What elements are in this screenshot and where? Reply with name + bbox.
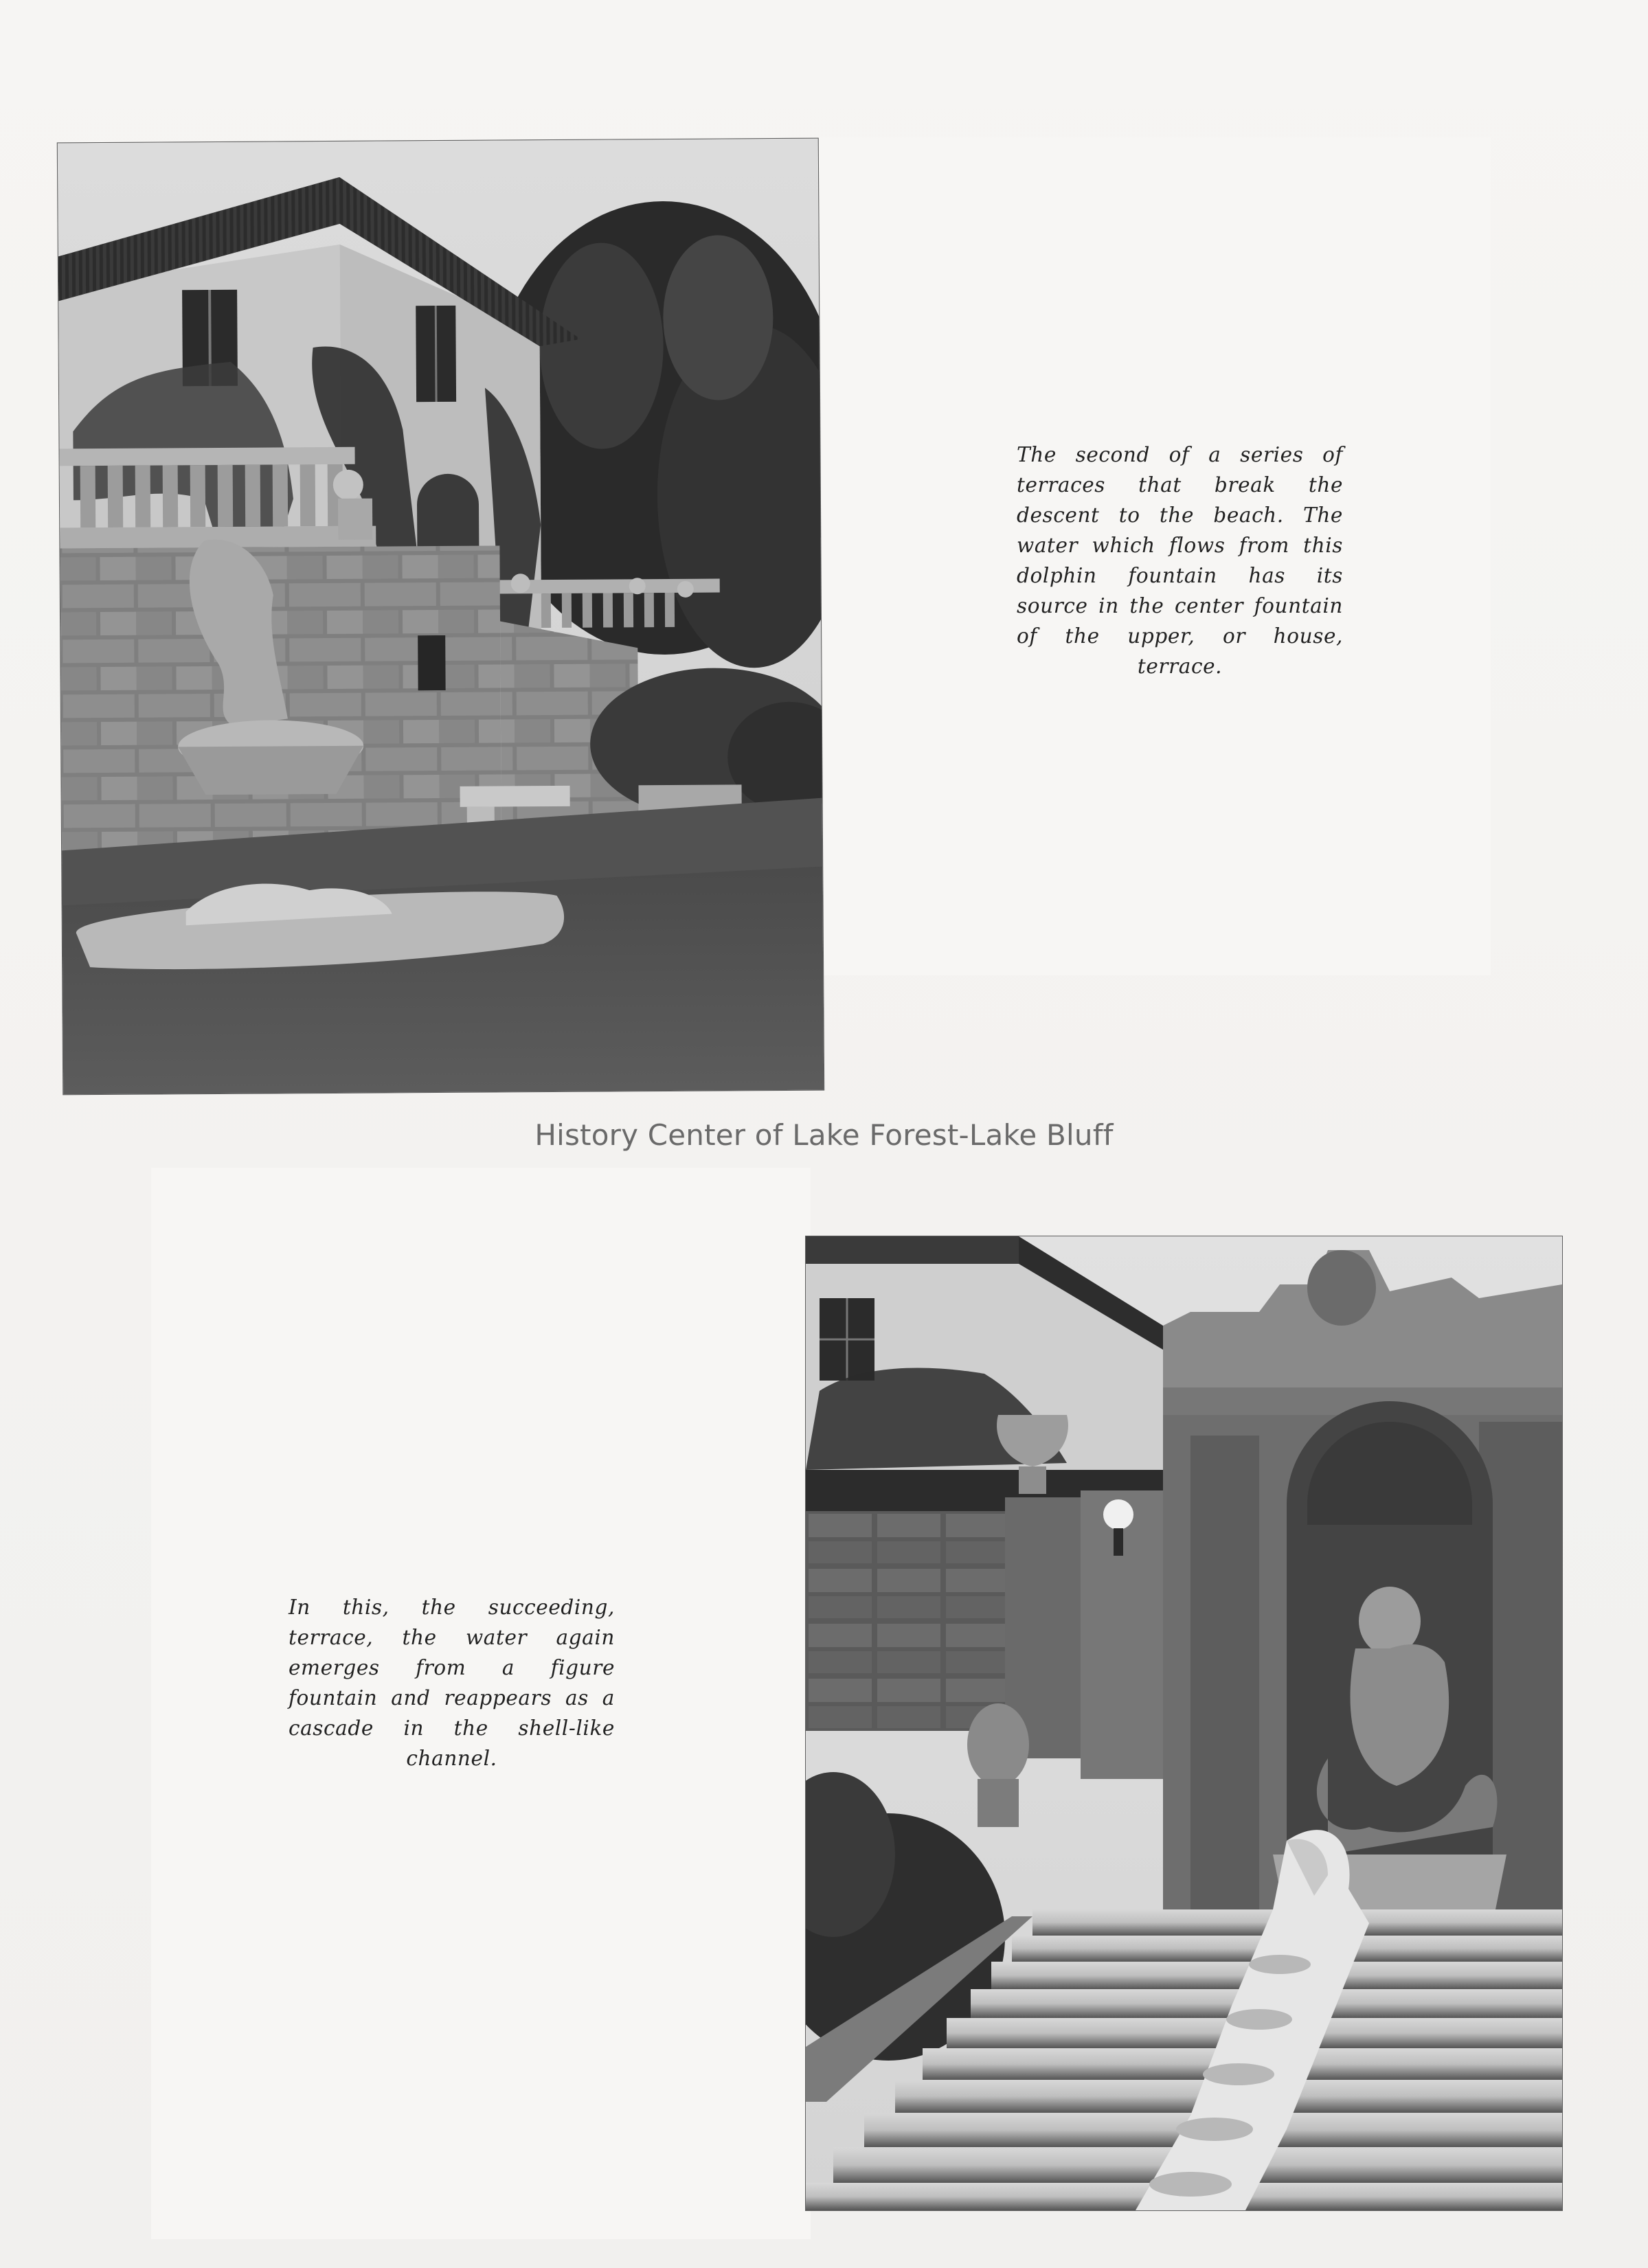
caption-upper-terrace: The second of a series of terraces that break the descent to the beach. The water which flows from this dolphin fountain has its source in the center fountain of the upper, or house, terrace. bbox=[1017, 443, 1343, 678]
caption-lower-terrace: In this, the succeeding, terrace, the water again emerges from a figure fountain and reappears as a cascade in the shell-like channel. bbox=[289, 1596, 615, 1770]
watermark: History Center of Lake Forest-Lake Bluff bbox=[534, 1118, 1114, 1152]
photo-figure-fountain-cascade bbox=[806, 1236, 1562, 2210]
photo-dolphin-fountain-terrace bbox=[58, 139, 824, 1095]
